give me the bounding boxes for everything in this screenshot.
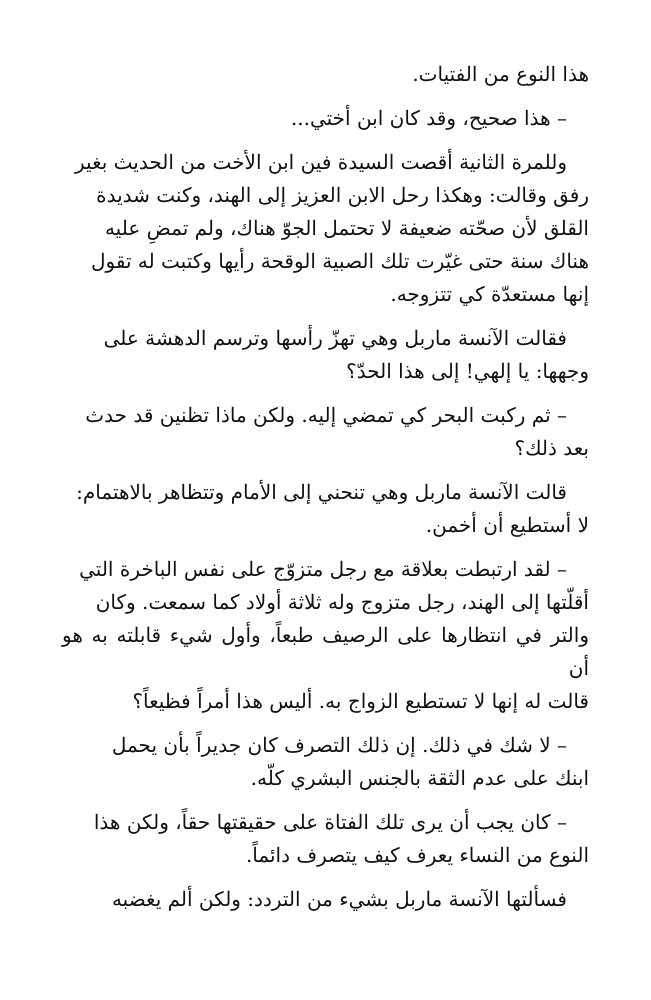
paragraph	[62, 58, 589, 91]
text-line: قالت الآنسة ماربل وهي تنحني إلى الأمام وتتظاهر بالاهتمام:	[76, 480, 567, 504]
text-line: أقلّتها إلى الهند، رجل متزوج وله ثلاثة أولاد كما سمعت. وكان	[95, 590, 589, 614]
paragraph	[62, 399, 589, 465]
text-line: فقالت الآنسة ماربل وهي تهزّ رأسها وترسم الدهشة على	[103, 326, 567, 350]
text-line: ابنك على عدم الثقة بالجنس البشري كلّه.	[250, 766, 589, 790]
text-line: القلق لأن صحّته ضعيفة لا تحتمل الجوّ هناك، ولم تمضِ عليه	[104, 216, 589, 240]
text-line: – ثم ركبت البحر كي تمضي إليه. ولكن ماذا تظنين قد حدث	[85, 403, 567, 427]
text-line: والتر في انتظارها على الرصيف طبعاً، وأول شيء قابلته به هو أن	[62, 623, 589, 680]
paragraph	[62, 729, 589, 795]
text-line: رفق وقالت: وهكذا رحل الابن العزيز إلى الهند، وكنت شديدة	[96, 183, 589, 207]
text-line: – لقد ارتبطت بعلاقة مع رجل متزوّج على نفس الباخرة التي	[79, 557, 567, 581]
text-line: لا أستطيع أن أخمن.	[425, 513, 589, 537]
text-line: إنها مستعدّة كي تتزوجه.	[390, 282, 589, 306]
text-line: هناك سنة حتى غيّرت تلك الصبية الوقحة رأيها وكتبت له تقول	[90, 249, 589, 273]
paragraph	[62, 806, 589, 872]
paragraph	[62, 322, 589, 388]
text-line: – كان يجب أن يرى تلك الفتاة على حقيقتها حقاً، ولكن هذا	[93, 810, 567, 834]
text-line: وجهها: يا إلهي! إلى هذا الحدّ؟	[346, 359, 589, 383]
text-line: فسألتها الآنسة ماربل بشيء من التردد: ولكن ألم يغضبه	[111, 887, 567, 911]
book-page	[62, 58, 589, 927]
text-line: بعد ذلك؟	[514, 436, 589, 460]
text-line: وللمرة الثانية أقصت السيدة فين ابن الأخت من الحديث بغير	[75, 150, 567, 174]
paragraph	[62, 883, 589, 916]
text-line: هذا النوع من الفتيات.	[412, 62, 589, 86]
paragraph	[62, 102, 589, 135]
text-line: – هذا صحيح، وقد كان ابن أختي...	[290, 106, 567, 130]
paragraph	[62, 146, 589, 311]
text-line: – لا شك في ذلك. إن ذلك التصرف كان جديراً بأن يحمل	[111, 733, 567, 757]
text-line: النوع من النساء يعرف كيف يتصرف دائماً.	[245, 843, 589, 867]
paragraph	[62, 476, 589, 542]
text-line: قالت له إنها لا تستطيع الزواج به. أليس هذا أمراً فظيعاً؟	[132, 689, 589, 713]
paragraph	[62, 553, 589, 718]
